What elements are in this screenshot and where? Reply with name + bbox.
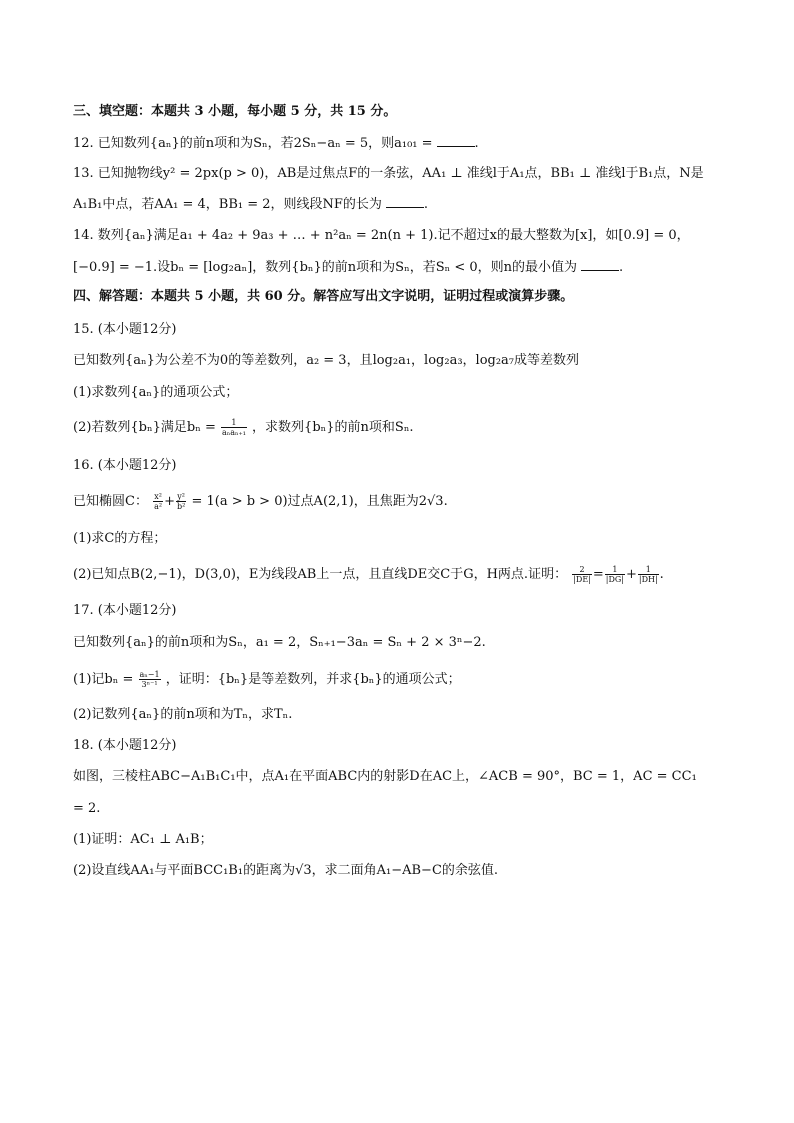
question-17-part-2: (2)记数列{aₙ}的前n项和为Tₙ，求Tₙ. [73,707,293,722]
question-16-stem-tail: = 1(a > b > 0)过点A(2,1)，且焦距为2√3. [191,494,448,509]
question-16-part-2-lead: (2)已知点B(2,−1)，D(3,0)，E为线段AB上一点，且直线DE交C于G，H两点.证明： [73,567,568,582]
answer-blank [437,134,475,147]
question-18-stem-line-1: 如图，三棱柱ABC−A₁B₁C₁中，点A₁在平面ABC内的射影D在AC上，∠ACB = 90°，BC = 1，AC = CC₁ [73,769,697,784]
question-15-stem: 已知数列{aₙ}为公差不为0的等差数列，a₂ = 3，且log₂a₁，log₂a₃，log₂a₇成等差数列 [73,353,580,368]
answer-blank [581,258,619,271]
fraction [139,670,161,689]
question-18-part-2: (2)设直线AA₁与平面BCC₁B₁的距离为√3，求二面角A₁−AB−C的余弦值. [73,863,499,878]
question-15-part-2-lead: (2)若数列{bₙ}满足bₙ = [73,420,216,435]
question-16-stem-lead: 已知椭圆C： [73,494,148,509]
question-14-line-1: 14. 数列{aₙ}满足a₁ + 4a₂ + 9a₃ + … + n²aₙ = 2n(n + 1).记不超过x的最大整数为[x]，如[0.9] = 0， [73,228,690,243]
question-17-part-1-tail: ，证明：{bₙ}是等差数列，并求{bₙ}的通项公式； [165,672,461,687]
fraction [572,565,592,584]
fraction [638,565,659,584]
question-18-part-1: (1)证明：AC₁ ⊥ A₁B； [73,832,213,847]
fraction [153,492,163,511]
fraction-denominator: 3ⁿ⁻¹ [141,680,158,689]
question-18-heading: 18. (本小题12分) [73,738,177,753]
fraction-numerator: 2 [572,565,592,575]
fraction [221,418,247,437]
question-15-heading: 15. (本小题12分) [73,322,177,337]
question-13-text: A₁B₁中点，若AA₁ = 4，BB₁ = 2，则线段NF的长为 [73,197,382,212]
fraction-denominator: |DE| [573,575,591,584]
question-18-stem-line-2: = 2. [73,801,101,816]
question-17-stem: 已知数列{aₙ}的前n项和为Sₙ，a₁ = 2，Sₙ₊₁−3aₙ = Sₙ + 2 × 3ⁿ−2. [73,635,486,650]
question-16-part-1: (1)求C的方程； [73,531,167,546]
fraction-numerator: 1 [605,565,625,575]
question-15-part-2-tail: ，求数列{bₙ}的前n项和Sₙ. [252,420,414,435]
question-12-text: 12. 已知数列{aₙ}的前n项和为Sₙ，若2Sₙ−aₙ = 5，则a₁₀₁ = [73,136,433,151]
question-16-part-2: (2)已知点B(2,−1)，D(3,0)，E为线段AB上一点，且直线DE交C于G，H两点.证明： $\frac{2}{|DE|}$ = $\frac{1}{|DG|}$ + $\frac{1}{|DH|}$ . [73,565,664,584]
fraction-numerator: y² [177,492,186,501]
question-17-heading: 17. (本小题12分) [73,603,177,618]
question-17-part-1 [73,670,461,689]
fraction-numerator: 1 [638,565,659,575]
question-12: 12. 已知数列{aₙ}的前n项和为Sₙ，若2Sₙ−aₙ = 5，则a₁₀₁ = . [73,136,479,151]
fraction-denominator: b² [176,502,186,511]
fraction-numerator: 1 [221,418,247,428]
section-4-title: 四、解答题：本题共 5 小题，共 60 分。解答应写出文字说明，证明过程或演算步骤。 [73,289,574,304]
question-14-line-2: [−0.9] = −1.设bₙ = [log₂aₙ]，数列{bₙ}的前n项和为Sₙ，若Sₙ < 0，则n的最小值为 . [73,260,624,275]
question-14-text: [−0.9] = −1.设bₙ = [log₂aₙ]，数列{bₙ}的前n项和为Sₙ，若Sₙ < 0，则n的最小值为 [73,260,578,275]
fraction-denominator: aₙaₙ₊₁ [222,428,246,437]
question-15-part-2 [73,418,414,437]
fraction-denominator: a² [154,502,163,511]
fraction-numerator: x² [154,492,162,501]
question-16-heading: 16. (本小题12分) [73,458,177,473]
question-15-part-1: (1)求数列{aₙ}的通项公式； [73,385,239,400]
fraction [605,565,625,584]
answer-blank [386,195,424,208]
section-3-title: 三、填空题：本题共 3 小题，每小题 5 分，共 15 分。 [73,104,397,119]
question-16-stem: 已知椭圆C： $\frac{\text{x²}}{\text{a²}}$ + $\frac{\text{y²}}{\text{b²}}$ = 1(a > b > 0)过点A(2,1)，且焦距为2√3. [73,492,448,511]
fraction-denominator: |DH| [638,575,658,584]
question-17-part-1-lead: (1)记bₙ = [73,672,134,687]
fraction-denominator: |DG| [605,575,624,584]
question-13-line-2: A₁B₁中点，若AA₁ = 4，BB₁ = 2，则线段NF的长为 . [73,197,429,212]
fraction [176,492,186,511]
fraction-numerator: aₙ−1 [139,670,160,679]
question-13-line-1: 13. 已知抛物线y² = 2px(p > 0)，AB是过焦点F的一条弦，AA₁ ⊥ 准线l于A₁点，BB₁ ⊥ 准线l于B₁点，N是 [73,166,704,181]
